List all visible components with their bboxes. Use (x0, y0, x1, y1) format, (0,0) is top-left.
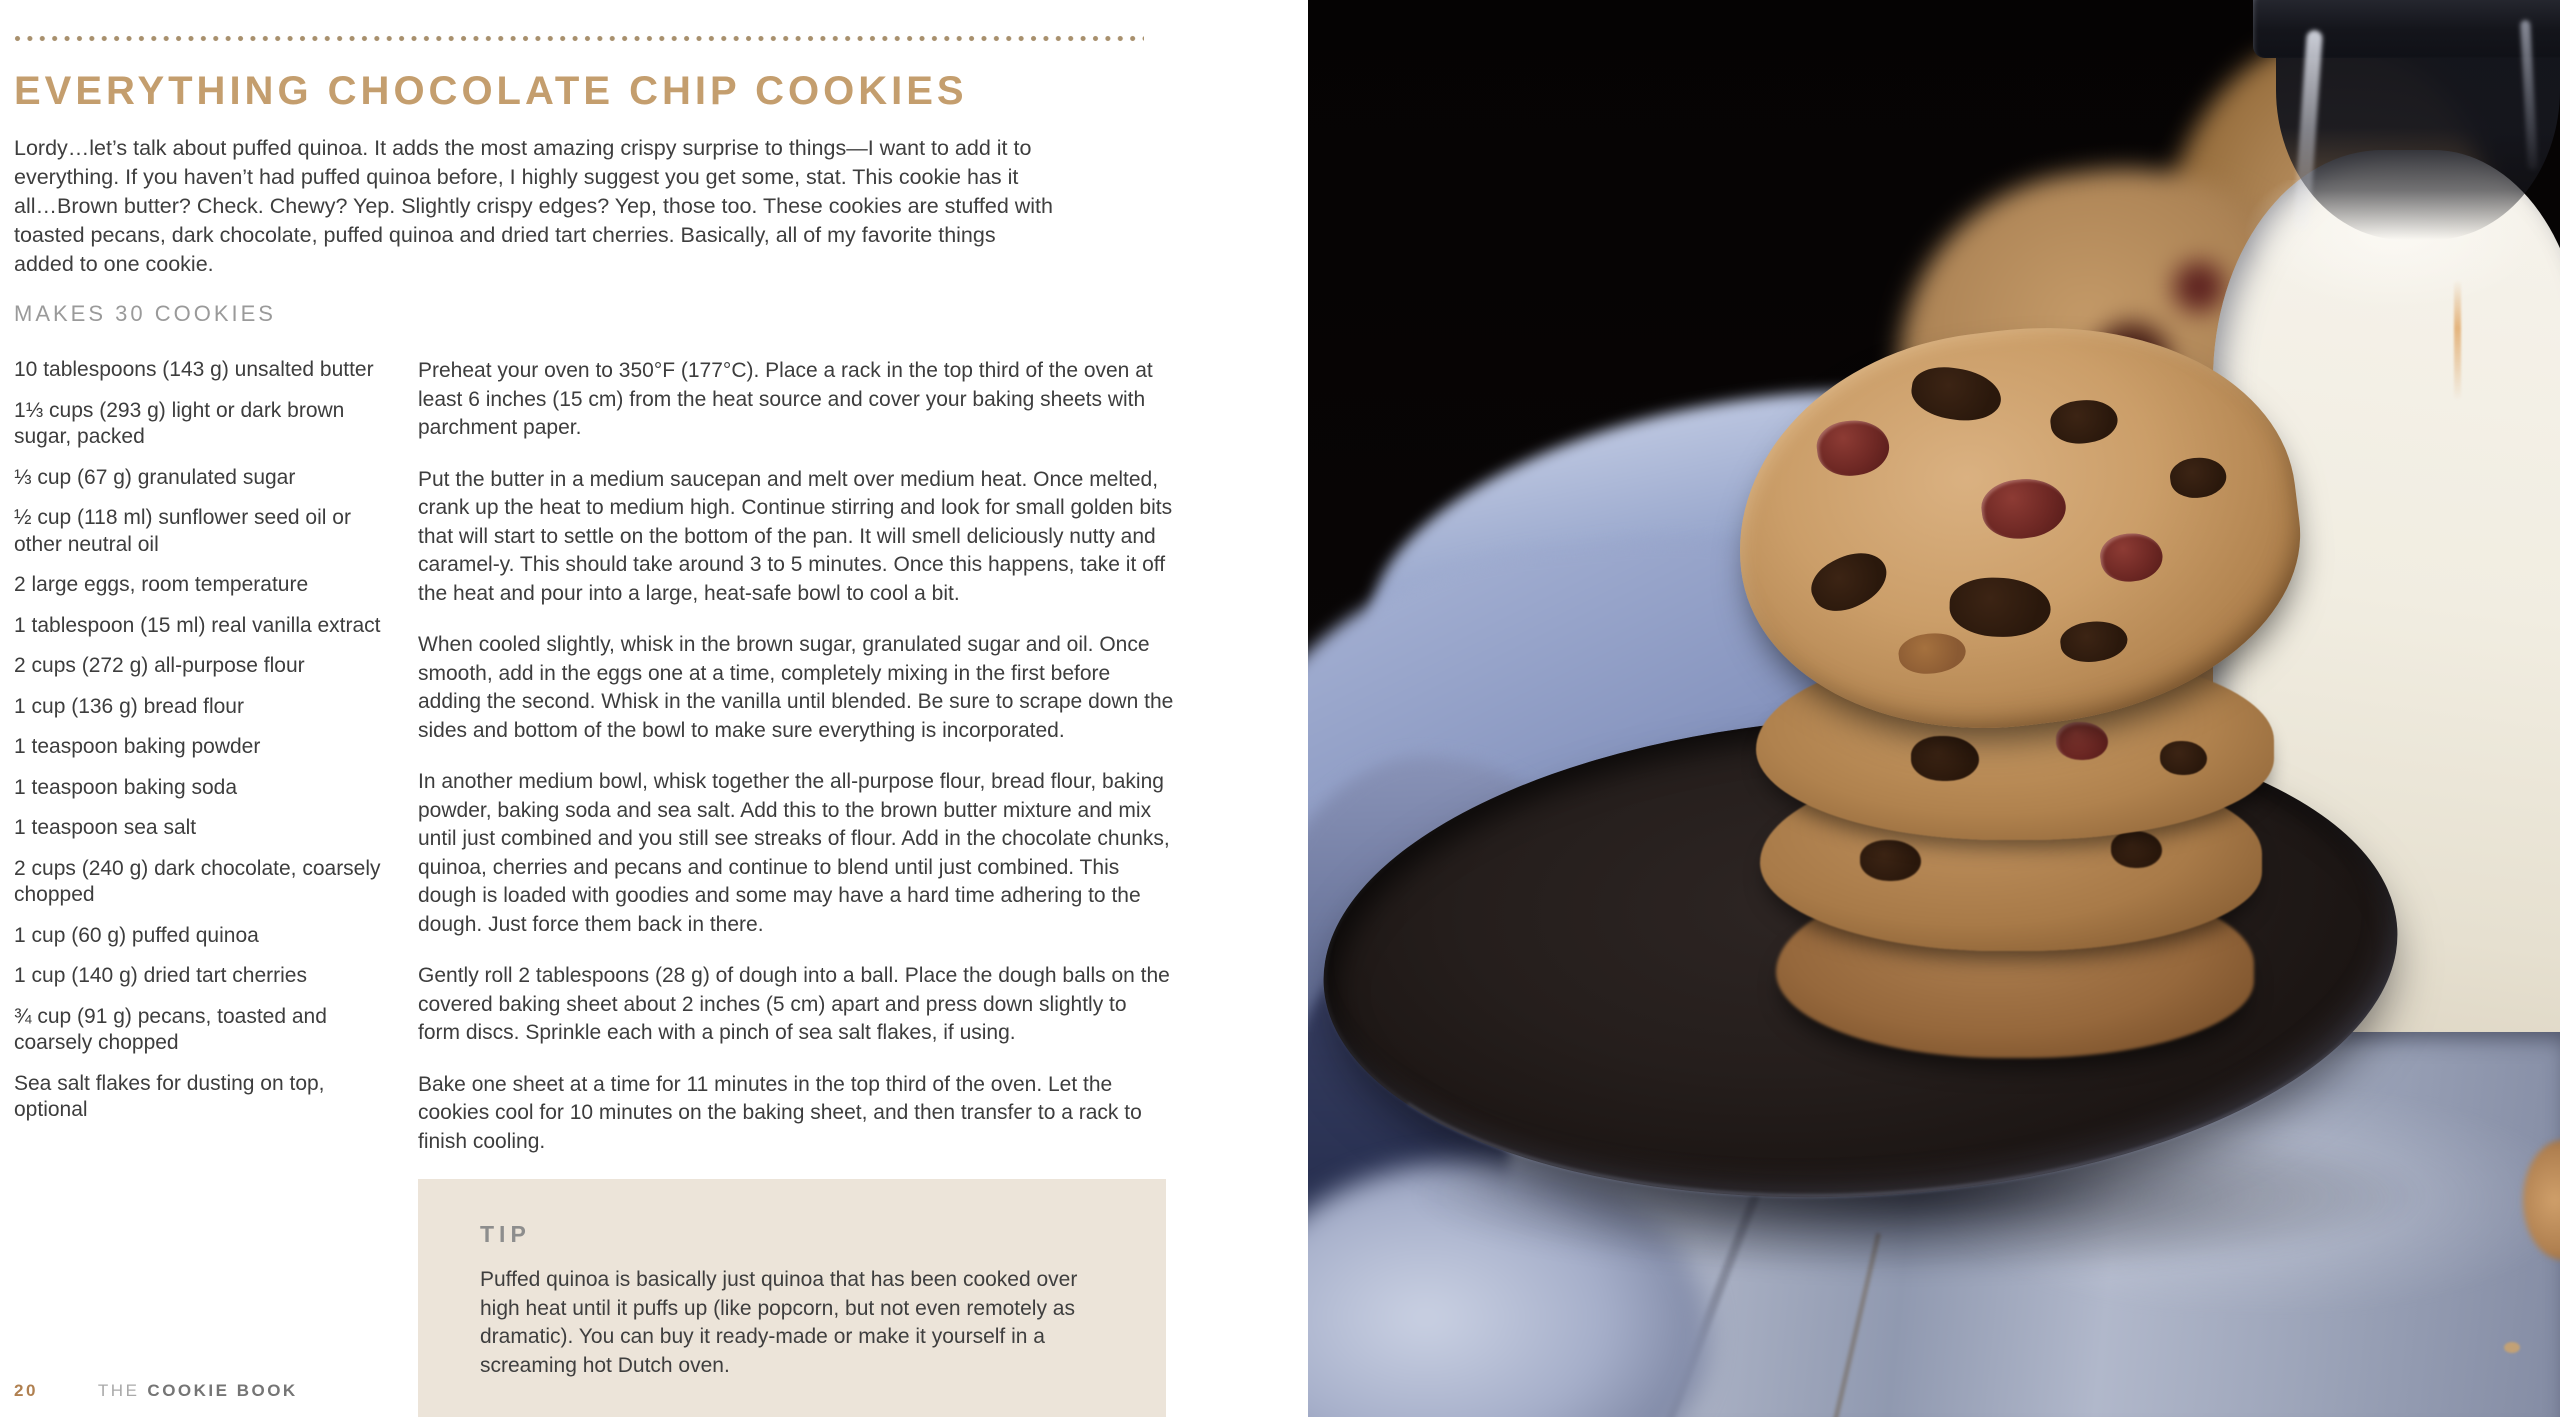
tip-label: TIP (480, 1221, 531, 1247)
step-paragraph: Gently roll 2 tablespoons (28 g) of dough into a ball. Place the dough balls on the covered baking sheet about 2 inches (5 cm) apart and press down slightly to form discs. Sprinkle each with a pinch of sea salt flakes, if using. (418, 964, 1170, 1044)
chocolate-chunk (2048, 396, 2120, 447)
dotted-rule (14, 35, 1144, 43)
steps-list (418, 357, 1174, 1156)
ingredient-item: 1 cup (140 g) dried tart cherries (14, 964, 307, 987)
cherry-piece (2170, 258, 2228, 316)
cookie-crumb (2504, 1342, 2520, 1353)
method-column (418, 357, 1174, 1417)
book-title-main: COOKIE BOOK (147, 1381, 298, 1400)
chocolate-chunk (2168, 455, 2228, 501)
tip-text: Puffed quinoa is basically just quinoa that has been cooked over high heat until it puffs up (like popcorn, but not even remotely as dramatic). You can buy it ready-made or make it yourself in a screaming hot Dutch oven. (480, 1268, 1078, 1377)
chocolate-chunk (1911, 736, 1978, 782)
ingredient-item: ⅓ cup (67 g) granulated sugar (14, 465, 296, 489)
ingredient-item: 1 teaspoon sea salt (14, 816, 197, 839)
chocolate-chunk (2058, 618, 2130, 665)
cherry-piece (2098, 530, 2165, 585)
recipe-title: EVERYTHING CHOCOLATE CHIP COOKIES (14, 69, 968, 113)
step-paragraph: Put the butter in a medium saucepan and melt over medium heat. Once melted, crank up the heat to medium high. Continue stirring and look for small golden bits that will start to settle on the bottom of the pan. It will smell deliciously nutty and caramel-y. This should take around 3 to 5 minutes. Once this happens, take it off the heat and pour into a large, heat-safe bowl to cool a bit. (418, 467, 1173, 605)
ingredient-item: 1 teaspoon baking powder (14, 735, 261, 758)
step-paragraph: Bake one sheet at a time for 11 minutes in the top third of the oven. Let the cookies cool for 10 minutes on the baking sheet, and then transfer to a rack to finish cooling. (418, 1072, 1142, 1153)
page-number: 20 (14, 1381, 38, 1400)
cherry-piece (1979, 474, 2070, 543)
recipe-photo (1308, 0, 2560, 1417)
ingredient-item: 1⅓ cups (293 g) light or dark brown sugar, packed (14, 398, 345, 448)
chocolate-chunk (1949, 577, 2051, 638)
glass-reflection (2454, 280, 2461, 400)
tip-box (418, 1179, 1166, 1417)
chocolate-chunk (2111, 831, 2161, 868)
cherry-piece (2056, 722, 2108, 760)
ingredient-item: 1 cup (60 g) puffed quinoa (14, 923, 259, 947)
chocolate-chunk (1803, 541, 1896, 622)
ingredient-item: ½ cup (118 ml) sunflower seed oil or other neutral oil (14, 506, 351, 556)
ingredient-item: 1 cup (136 g) bread flour (14, 694, 244, 718)
ingredient-item: 2 cups (240 g) dark chocolate, coarsely chopped (14, 856, 381, 906)
step-paragraph: Preheat your oven to 350°F (177°C). Place a rack in the top third of the oven at least 6 inches (15 cm) from the heat source and cover your baking sheets with parchment paper. (418, 359, 1153, 439)
cherry-piece (1814, 416, 1893, 480)
pecan-piece (1896, 630, 1968, 677)
ingredient-item: Sea salt flakes for dusting on top, optional (14, 1071, 325, 1121)
chocolate-chunk (1860, 840, 1920, 881)
step-paragraph: When cooled slightly, whisk in the brown sugar, granulated sugar and oil. Once smooth, add in the eggs one at a time, completely mixing in the first before adding the second. Whisk in the vanilla until blended. Be sure to scrape down the sides and bottom of the bowl to make sure everything is incorporated. (418, 633, 1174, 742)
step-paragraph: In another medium bowl, whisk together the all-purpose flour, bread flour, baking powder, baking soda and sea salt. Add this to the brown butter mixture and mix until just combined and you still see streaks of flour. Add in the chocolate chunks, quinoa, cherries and pecans and continue to blend until just combined. This dough is loaded with goodies and some may have a hard time adhering to the dough. Just force them back in there. (418, 770, 1170, 936)
recipe-intro: Lordy…let’s talk about puffed quinoa. It adds the most amazing crispy surprise to things—I want to add it to everything. If you haven’t had puffed quinoa before, I highly suggest you get some, stat. This cookie has it all…Brown butter? Check. Chewy? Yep. Slightly crispy edges? Yep, those too. These cookies are stuffed with toasted pecans, dark chocolate, puffed quinoa and dried tart cherries. Basically, all of my favorite things added to one cookie. (14, 136, 1053, 276)
ingredient-item: 2 large eggs, room temperature (14, 573, 309, 596)
ingredient-item: ¾ cup (91 g) pecans, toasted and coarsely chopped (14, 1004, 327, 1054)
page-footer (14, 1381, 298, 1401)
bottle-lip (2253, 0, 2560, 58)
chocolate-chunk (1908, 362, 2004, 425)
ingredients-list (14, 357, 392, 1417)
yield-line: MAKES 30 COOKIES (14, 301, 276, 326)
ingredient-item: 2 cups (272 g) all-purpose flour (14, 654, 305, 677)
ingredient-item: 1 tablespoon (15 ml) real vanilla extract (14, 613, 381, 637)
recipe-columns (14, 357, 1308, 1417)
chocolate-chunk (2160, 741, 2207, 775)
book-title-the: THE (97, 1381, 140, 1400)
ingredient-item: 1 teaspoon baking soda (14, 775, 238, 799)
ingredient-item: 10 tablespoons (143 g) unsalted butter (14, 358, 374, 381)
